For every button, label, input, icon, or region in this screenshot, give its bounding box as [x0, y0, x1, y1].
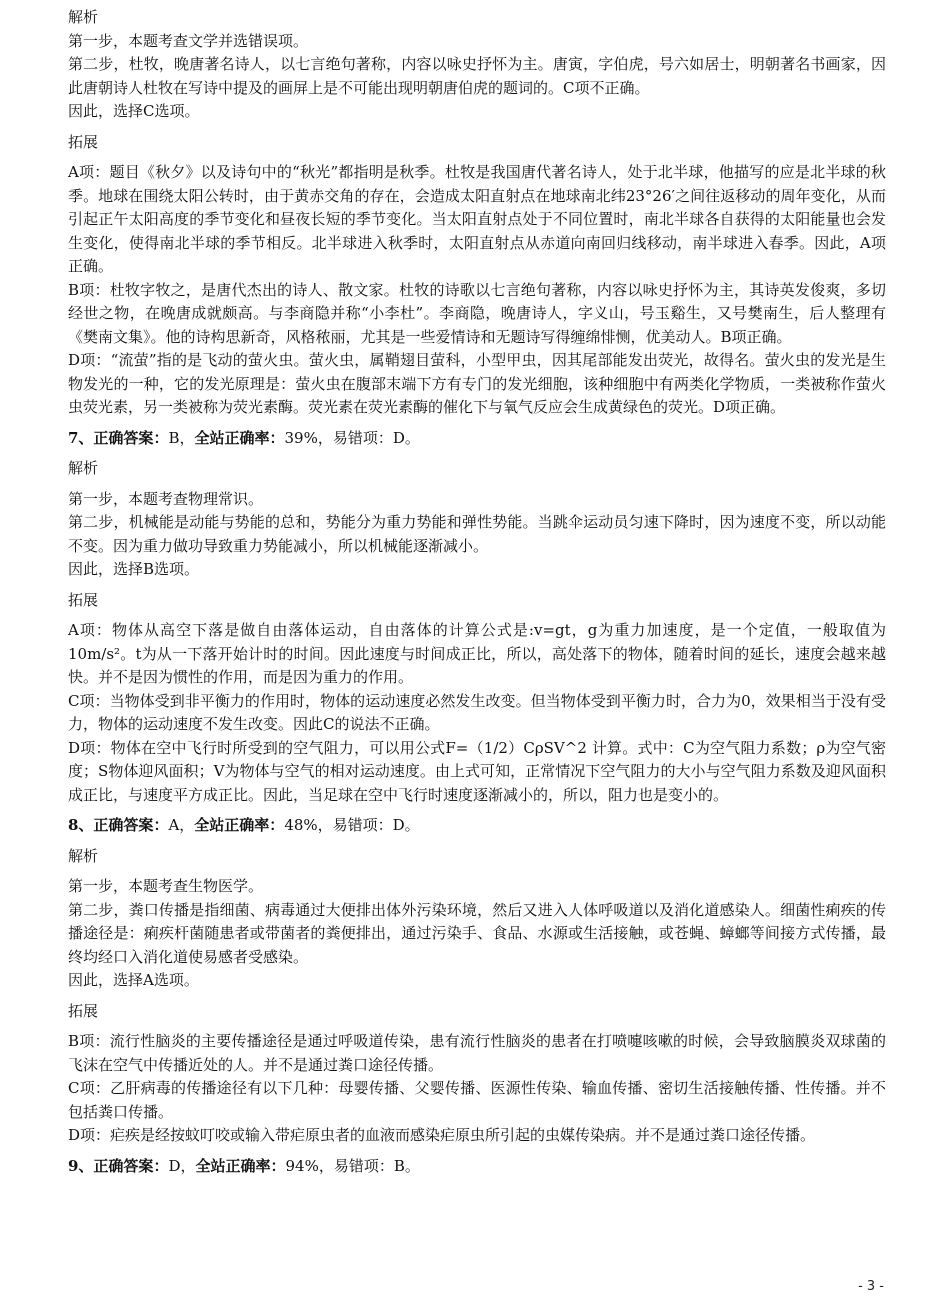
- option-b-explanation: B项：流行性脑炎的主要传播途径是通过呼吸道传染，患有流行性脑炎的患者在打喷嚏咳嗽的时候，会导致脑膜炎双球菌的飞沫在空气中传播近处的人。并不是通过粪口途径传播。: [68, 1032, 886, 1074]
- option-a-explanation: A项：题目《秋夕》以及诗句中的“秋光”都指明是秋季。杜牧是我国唐代著名诗人，处于北半球，他描写的应是北半球的秋季。地球在围绕太阳公转时，由于黄赤交角的存在，会造成太阳直射点在地球南北纬23°26′之间往返移动的周年变化，从而引起正午太阳高度的季节变化和昼夜长短的季节变化。当太阳直射点处于不同位置时，南北半球各自获得的太阳能量也会发生变化，使得南北半球的季节相反。北半球进入秋季时，太阳直射点从赤道向南回归线移动，南半球进入春季。因此，A项正确。: [68, 163, 886, 275]
- answer-line-q7: 7、正确答案：B，全站正确率：39%，易错项：D。: [68, 428, 420, 447]
- conclusion: 因此，选择B选项。: [68, 560, 200, 578]
- answer-line-q8: 8、正确答案：A，全站正确率：48%，易错项：D。: [68, 816, 420, 834]
- answer-line-q9: 9、正确答案：D，全站正确率：94%，易错项：B。: [68, 1156, 420, 1175]
- step-2: 第二步，粪口传播是指细菌、病毒通过大便排出体外污染环境，然后又进入人体呼吸道以及消化道感染人。细菌性痢疾的传播途径是：痢疾杆菌随患者或带菌者的粪便排出，通过污染手、食品、水源或生活接触，或苍蝇、蟑螂等间接方式传播，最终均经口入消化道使易感者受感染。: [68, 900, 886, 966]
- step-1: 第一步，本题考查生物医学。: [68, 877, 264, 895]
- page-number: - 3 -: [858, 1279, 884, 1294]
- option-a-explanation: A项：物体从高空下落是做自由落体运动，自由落体的计算公式是:v=gt，g为重力加速度，是一个定值，一般取值为10m/s²。t为从一下落开始计时的时间。因此速度与时间成正比，所以，高处落下的物体，随着时间的延长，速度会越来越快。并不是因为惯性的作用，而是因为重力的作用。: [68, 621, 886, 686]
- step-1: 第一步，本题考查文学并选错误项。: [68, 31, 309, 50]
- document-page: [68, 4, 886, 1178]
- option-c-explanation: C项：当物体受到非平衡力的作用时，物体的运动速度必然发生改变。但当物体受到平衡力时，合力为0，效果相当于没有受力，物体的运动速度不发生改变。因此C的说法不正确。: [68, 691, 886, 733]
- option-b-explanation: B项：杜牧字牧之，是唐代杰出的诗人、散文家。杜牧的诗歌以七言绝句著称，内容以咏史抒怀为主，其诗英发俊爽，多切经世之物，在晚唐成就颇高。与李商隐并称“小李杜”。李商隐，晚唐诗人，字义山，号玉谿生，又号樊南生，后人整理有《樊南文集》。他的诗构思新奇，风格秾丽，尤其是一些爱情诗和无题诗写得缠绵悱恻，优美动人。B项正确。: [68, 280, 886, 346]
- analysis-heading: 解析: [68, 459, 99, 477]
- conclusion: 因此，选择A选项。: [68, 971, 199, 989]
- analysis-heading: 解析: [68, 846, 99, 865]
- option-c-explanation: C项：乙肝病毒的传播途径有以下几种：母婴传播、父婴传播、医源性传染、输血传播、密切生活接触传播、性传播。并不包括粪口传播。: [68, 1079, 886, 1121]
- extension-heading: 拓展: [68, 590, 99, 609]
- option-d-explanation: D项：疟疾是经按蚊叮咬或输入带疟原虫者的血液而感染疟原虫所引起的虫媒传染病。并不是通过粪口途径传播。: [68, 1126, 816, 1144]
- conclusion: 因此，选择C选项。: [68, 102, 200, 120]
- extension-heading: 拓展: [68, 132, 99, 151]
- step-2: 第二步，杜牧，晚唐著名诗人，以七言绝句著称，内容以咏史抒怀为主。唐寅，字伯虎，号六如居士，明朝著名书画家，因此唐朝诗人杜牧在写诗中提及的画屏上是不可能出现明朝唐伯虎的题词的。C项不正确。: [68, 55, 886, 97]
- option-d-explanation: D项：物体在空中飞行时所受到的空气阻力，可以用公式F=（1/2）CρSV^2 计算。式中：C为空气阻力系数；ρ为空气密度；S物体迎风面积；V为物体与空气的相对运动速度。由上式可知，正常情况下空气阻力的大小与空气阻力系数及迎风面积成正比，与速度平方成正比。因此，当足球在空中飞行时速度逐渐减小的，所以，阻力也是变小的。: [68, 738, 886, 804]
- extension-heading: 拓展: [68, 1001, 99, 1020]
- option-d-explanation: D项：“流萤”指的是飞动的萤火虫。萤火虫，属鞘翅目萤科，小型甲虫，因其尾部能发出荧光，故得名。萤火虫的发光是生物发光的一种，它的发光原理是：萤火虫在腹部末端下方有专门的发光细胞，该种细胞中有两类化学物质，一类被称作萤火虫荧光素，另一类被称为荧光素酶。荧光素在荧光素酶的催化下与氧气反应会生成黄绿色的荧光。D项正确。: [68, 351, 886, 416]
- analysis-heading: 解析: [68, 8, 99, 26]
- step-1: 第一步，本题考查物理常识。: [68, 489, 264, 508]
- step-2: 第二步，机械能是动能与势能的总和，势能分为重力势能和弹性势能。当跳伞运动员匀速下降时，因为速度不变，所以动能不变。因为重力做功导致重力势能减小，所以机械能逐渐减小。: [68, 513, 886, 555]
